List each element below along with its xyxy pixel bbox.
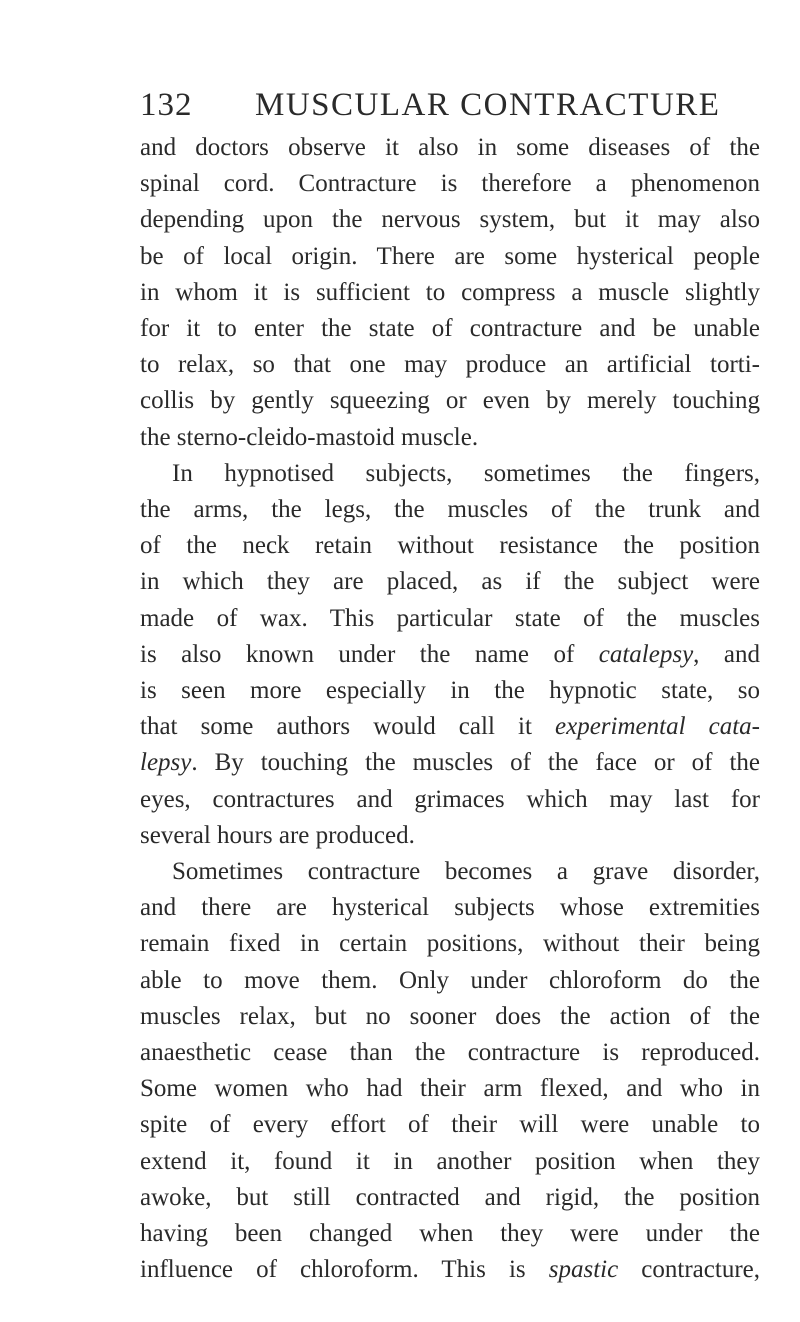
text-line: Some women who had their arm flexed, and who in bbox=[140, 1075, 760, 1103]
book-page bbox=[140, 80, 760, 1289]
text-line: awoke, but still contracted and rigid, the position bbox=[140, 1183, 760, 1211]
text-line: depending upon the nervous system, but it may also bbox=[140, 206, 760, 234]
text-line-mixed bbox=[140, 637, 760, 673]
text-line-mixed bbox=[140, 1252, 760, 1288]
text-line: the sterno-cleido-mastoid muscle. bbox=[140, 423, 479, 451]
text-segment: that some authors would call it bbox=[140, 713, 532, 741]
text-line: eyes, contractures and grimaces which may last for bbox=[140, 785, 760, 813]
text-line: able to move them. Only under chloroform do the bbox=[140, 966, 760, 994]
text-line: to relax, so that one may produce an artificial torti- bbox=[140, 351, 760, 379]
text-line: spite of every effort of their will were unable to bbox=[140, 1111, 760, 1139]
text-line: remain fixed in certain positions, without their being bbox=[140, 930, 760, 958]
body-text bbox=[140, 130, 760, 1289]
text-line: having been changed when they were under the bbox=[140, 1220, 760, 1248]
text-line: the arms, the legs, the muscles of the trunk and bbox=[140, 496, 760, 524]
text-line: of the neck retain without resistance the position bbox=[140, 532, 760, 560]
text-segment: . By touching the muscles of the face or of the bbox=[191, 749, 760, 777]
text-segment: contracture, bbox=[618, 1256, 760, 1284]
running-head bbox=[140, 80, 760, 130]
text-line: spinal cord. Contracture is therefore a phenomenon bbox=[140, 170, 760, 198]
italic-term: catalepsy bbox=[598, 640, 694, 668]
running-title: MUSCULAR CONTRACTURE bbox=[255, 87, 721, 123]
italic-term: experimental cata- bbox=[555, 713, 760, 741]
text-line: is seen more especially in the hypnotic state, so bbox=[140, 677, 760, 705]
text-line: for it to enter the state of contracture and be unable bbox=[140, 315, 760, 343]
text-line: and doctors observe it also in some diseases of the bbox=[140, 134, 760, 161]
text-line: and there are hysterical subjects whose extremities bbox=[140, 894, 760, 922]
text-line-mixed bbox=[140, 745, 760, 781]
text-line: muscles relax, but no sooner does the action of the bbox=[140, 1002, 760, 1030]
text-segment: influence of chloroform. This is bbox=[140, 1256, 526, 1284]
text-line: several hours are produced. bbox=[140, 821, 415, 849]
text-line: collis by gently squeezing or even by merely touching bbox=[140, 387, 760, 415]
text-line: be of local origin. There are some hysterical people bbox=[140, 242, 760, 270]
text-segment: , and bbox=[693, 640, 760, 668]
text-line: In hypnotised subjects, sometimes the fingers, bbox=[172, 459, 760, 487]
page-number: 132 bbox=[140, 87, 193, 123]
text-line-mixed bbox=[140, 709, 760, 745]
text-line: Sometimes contracture becomes a grave disorder, bbox=[172, 858, 760, 886]
italic-term: lepsy bbox=[140, 749, 192, 777]
text-line: in whom it is sufficient to compress a muscle slightly bbox=[140, 278, 760, 306]
text-line: made of wax. This particular state of the muscles bbox=[140, 604, 760, 632]
text-segment: is also known under the name of bbox=[140, 640, 575, 668]
italic-term: spastic bbox=[548, 1256, 619, 1284]
text-line: in which they are placed, as if the subject were bbox=[140, 568, 760, 596]
text-line: anaesthetic cease than the contracture is reproduced. bbox=[140, 1039, 760, 1067]
text-line: extend it, found it in another position when they bbox=[140, 1147, 760, 1175]
